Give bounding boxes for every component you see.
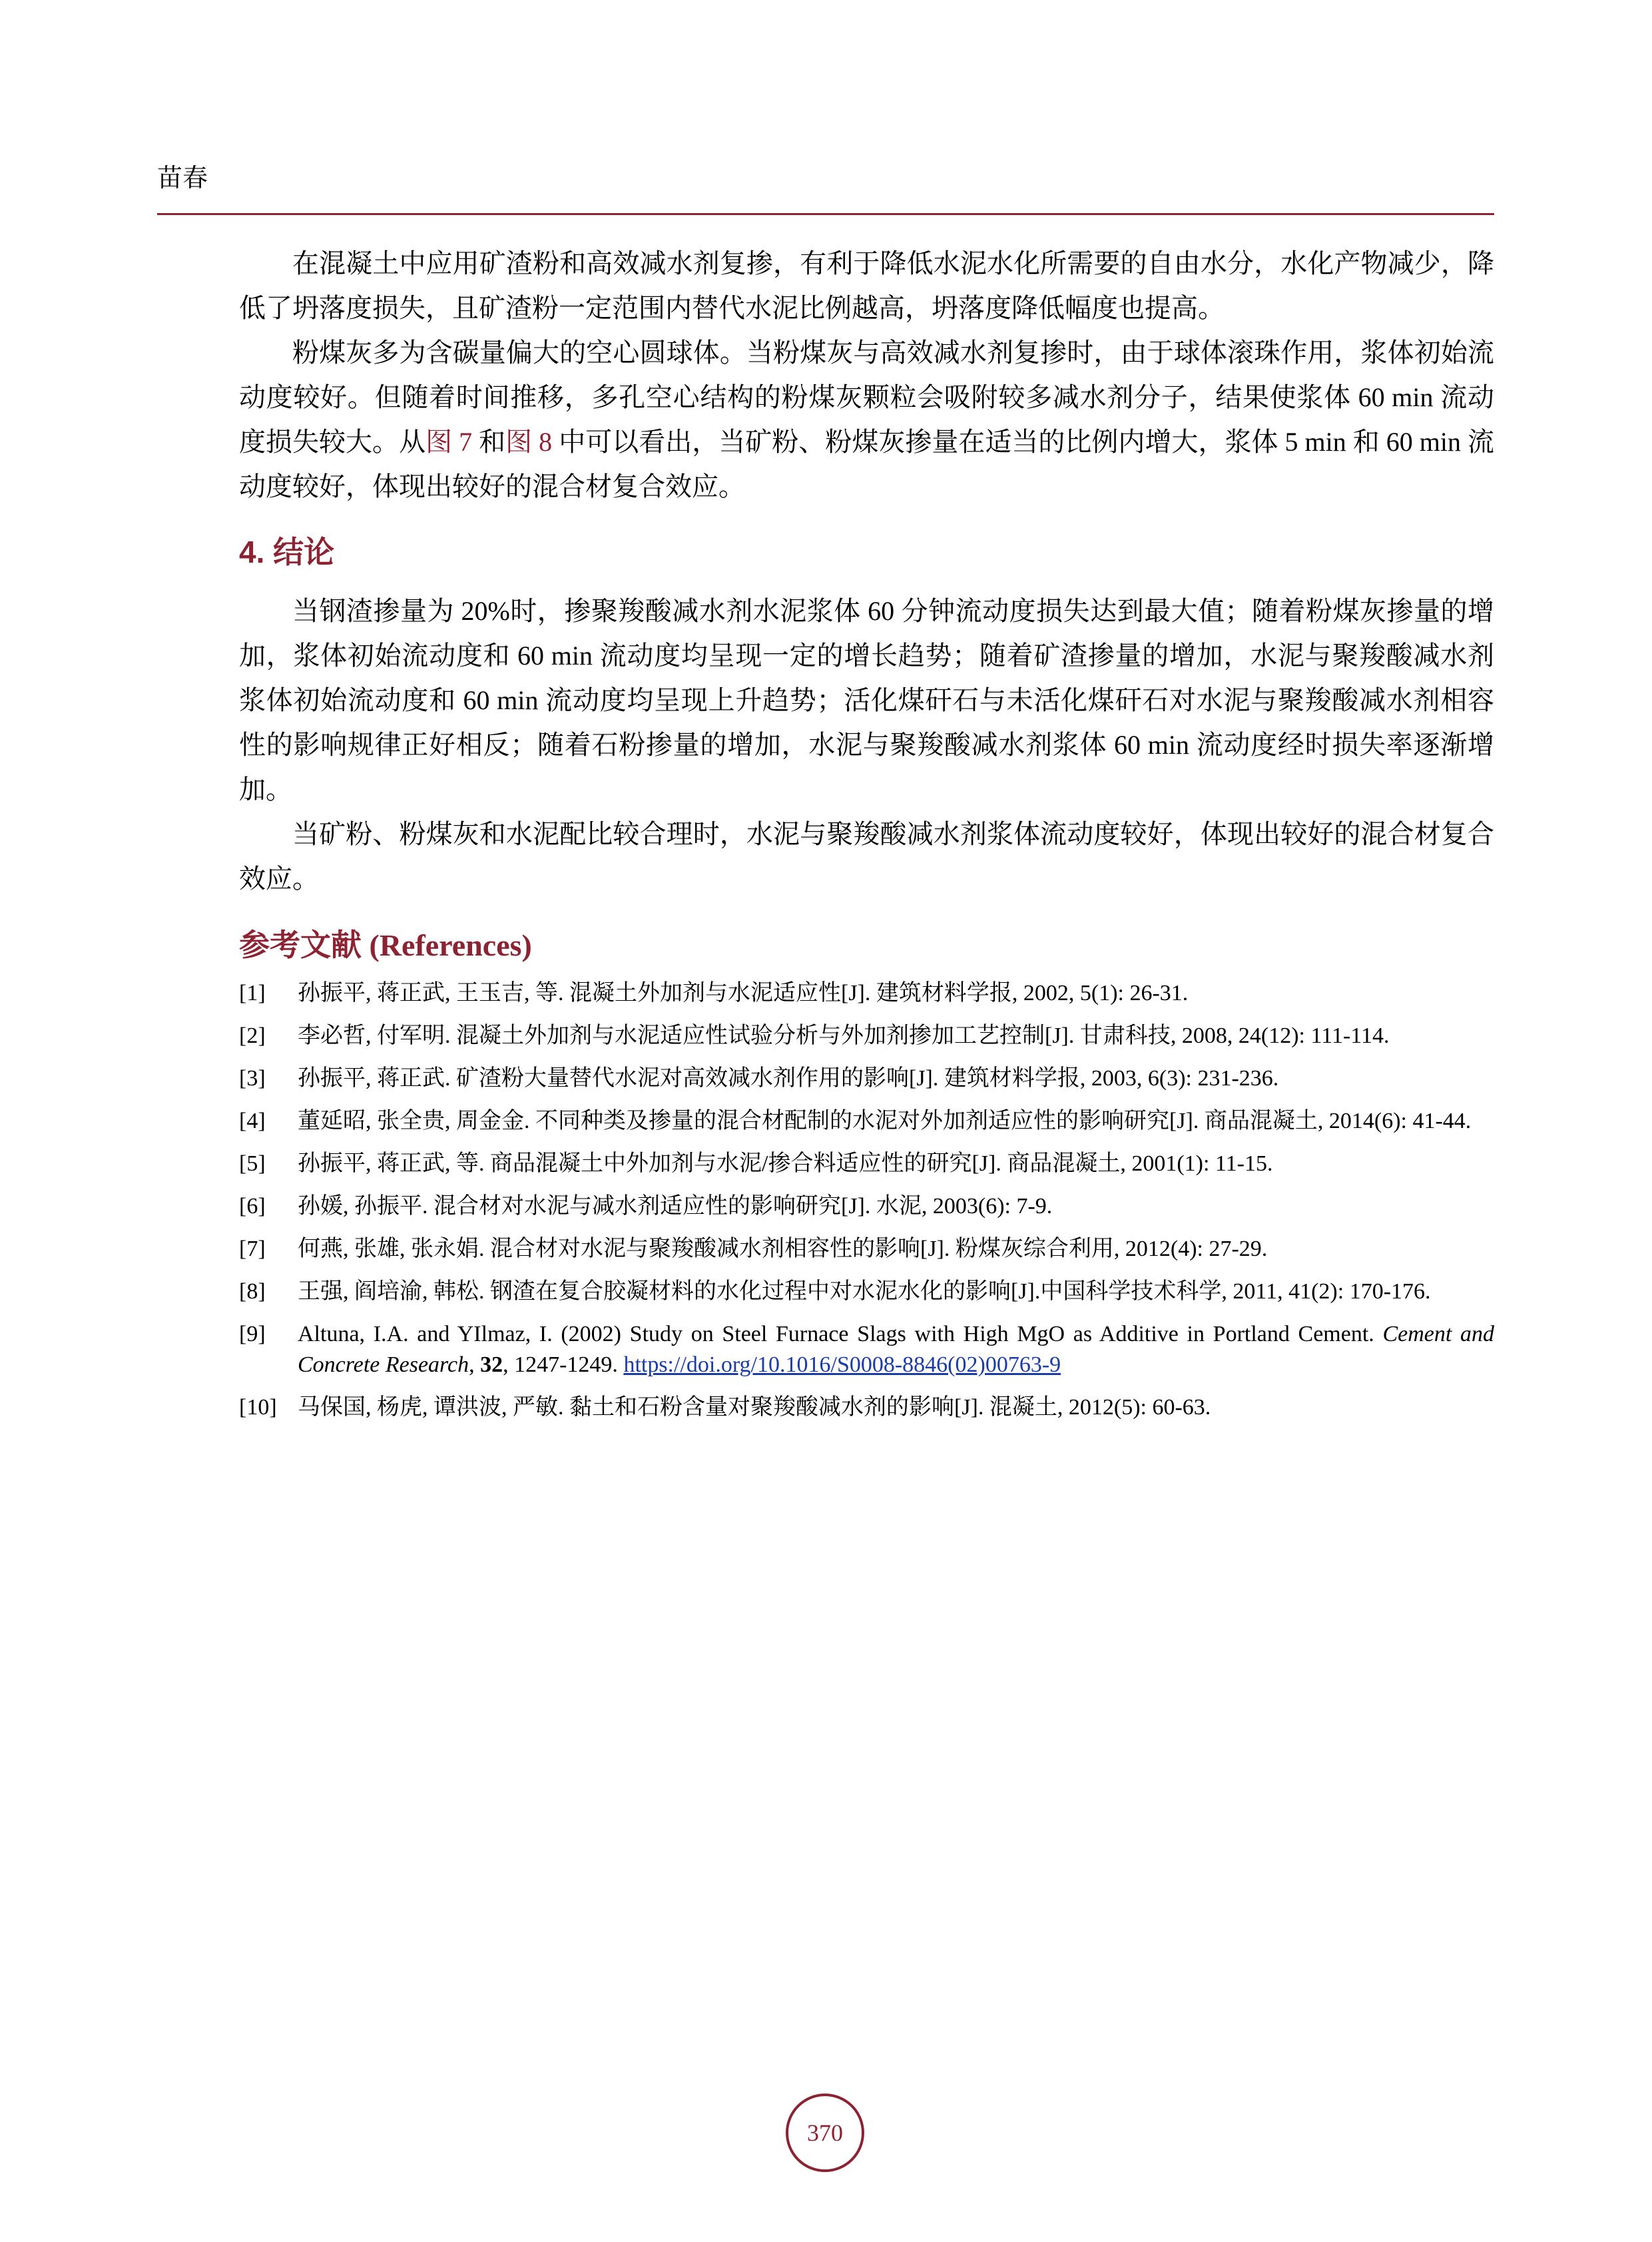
figure-7-link[interactable]: 图 7	[425, 427, 473, 457]
reference-item	[239, 978, 1494, 1009]
reference-item	[239, 1149, 1494, 1179]
reference-text: 何燕, 张雄, 张永娟. 混合材对水泥与聚羧酸减水剂相容性的影响[J]. 粉煤灰综合利用, 2012(4): 27-29.	[298, 1237, 1268, 1261]
reference-item	[239, 1021, 1494, 1051]
reference-text: 李必哲, 付军明. 混凝土外加剂与水泥适应性试验分析与外加剂掺加工艺控制[J]. 甘肃科技, 2008, 24(12): 111-114.	[298, 1023, 1390, 1048]
header-rule	[157, 213, 1494, 215]
reference-number: [1]	[239, 981, 266, 1005]
reference-text: 孙振平, 蒋正武, 王玉吉, 等. 混凝土外加剂与水泥适应性[J]. 建筑材料学报, 2002, 5(1): 26-31.	[298, 981, 1189, 1005]
reference-volume: 32	[480, 1352, 503, 1377]
reference-text: 马保国, 杨虎, 谭洪波, 严敏. 黏土和石粉含量对聚羧酸减水剂的影响[J]. 混凝土, 2012(5): 60-63.	[298, 1395, 1211, 1420]
reference-item	[239, 1063, 1494, 1094]
reference-item	[239, 1191, 1494, 1222]
reference-journal: Cement and Concrete Research	[298, 1322, 1494, 1377]
reference-number: [9]	[239, 1322, 266, 1346]
running-head-author: 苗春	[157, 164, 208, 192]
references-heading: 参考文献 (References)	[239, 928, 532, 962]
main-content	[239, 241, 1494, 1435]
reference-authors-title: Altuna, I.A. and YIlmaz, I. (2002) Study on Steel Furnace Slags with High MgO as Additive in Portland Cement.	[298, 1322, 1383, 1346]
reference-number: [3]	[239, 1066, 266, 1091]
reference-text: 孙振平, 蒋正武. 矿渣粉大量替代水泥对高效减水剂作用的影响[J]. 建筑材料学报, 2003, 6(3): 231-236.	[298, 1066, 1279, 1091]
reference-number: [10]	[239, 1395, 277, 1420]
reference-item	[239, 1276, 1494, 1307]
reference-number: [2]	[239, 1023, 266, 1048]
reference-number: [6]	[239, 1194, 266, 1219]
conclusion-paragraph-1: 当钢渣掺量为 20%时，掺聚羧酸减水剂水泥浆体 60 分钟流动度损失达到最大值；随着粉煤灰掺量的增加，浆体初始流动度和 60 min 流动度均呈现一定的增长趋势；随着矿渣掺量的增加，水泥与聚羧酸减水剂浆体初始流动度和 60 min 流动度均呈现上升趋势；活化煤矸石与未活化煤矸石对水泥与聚羧酸减水剂相容性的影响规律正好相反；随着石粉掺量的增加，水泥与聚羧酸减水剂浆体 60 min 流动度经时损失率逐渐增加。	[239, 596, 1494, 804]
paragraph-flyash-text-1: 粉煤灰多为含碳量偏大的空心圆球体。当粉煤灰与高效减水剂复掺时，由于球体滚珠作用，浆体初始流动度较好。但随着时间推移，多孔空心结构的粉煤灰颗粒会吸附较多减水剂分子，结果使浆体 60 min 流动度损失较大。从	[239, 338, 1494, 457]
reference-number: [7]	[239, 1237, 266, 1261]
reference-item	[239, 1234, 1494, 1264]
reference-list	[239, 978, 1494, 1423]
reference-text	[298, 1319, 1494, 1380]
reference-item	[239, 1319, 1494, 1380]
reference-text: 王强, 阎培渝, 韩松. 钢渣在复合胶凝材料的水化过程中对水泥水化的影响[J].中国科学技术科学, 2011, 41(2): 170-176.	[298, 1279, 1431, 1304]
reference-text: 孙振平, 蒋正武, 等. 商品混凝土中外加剂与水泥/掺合料适应性的研究[J]. 商品混凝土, 2001(1): 11-15.	[298, 1151, 1273, 1176]
reference-doi-link[interactable]: https://doi.org/10.1016/S0008-8846(02)00763-9	[623, 1352, 1061, 1377]
paragraph-flyash-text-3: 中可以看出，当矿粉、粉煤灰掺量在适当的比例内增大，浆体 5 min 和 60 min 流动度较好，体现出较好的混合材复合效应。	[239, 427, 1495, 501]
reference-text: 孙媛, 孙振平. 混合材对水泥与减水剂适应性的影响研究[J]. 水泥, 2003(6): 7-9.	[298, 1194, 1053, 1219]
reference-separator: ,	[469, 1352, 481, 1377]
reference-number: [4]	[239, 1109, 266, 1133]
reference-number: [8]	[239, 1279, 266, 1304]
reference-item	[239, 1392, 1494, 1423]
conclusion-heading: 4. 结论	[239, 535, 335, 569]
paragraph-flyash	[239, 330, 1494, 509]
figure-8-link[interactable]: 图 8	[505, 427, 553, 457]
reference-number: [5]	[239, 1151, 266, 1176]
reference-pages: , 1247-1249.	[503, 1352, 624, 1377]
page-number-badge	[786, 2094, 864, 2172]
conclusion-paragraph-2: 当矿粉、粉煤灰和水泥配比较合理时，水泥与聚羧酸减水剂浆体流动度较好，体现出较好的混合材复合效应。	[239, 819, 1494, 894]
page-number: 370	[807, 2119, 843, 2146]
reference-text: 董延昭, 张全贵, 周金金. 不同种类及掺量的混合材配制的水泥对外加剂适应性的影响研究[J]. 商品混凝土, 2014(6): 41-44.	[298, 1109, 1472, 1133]
paragraph-slag: 在混凝土中应用矿渣粉和高效减水剂复掺，有利于降低水泥水化所需要的自由水分，水化产物减少，降低了坍落度损失，且矿渣粉一定范围内替代水泥比例越高，坍落度降低幅度也提高。	[239, 248, 1494, 323]
paragraph-flyash-text-2: 和	[472, 427, 506, 457]
reference-item	[239, 1106, 1494, 1137]
